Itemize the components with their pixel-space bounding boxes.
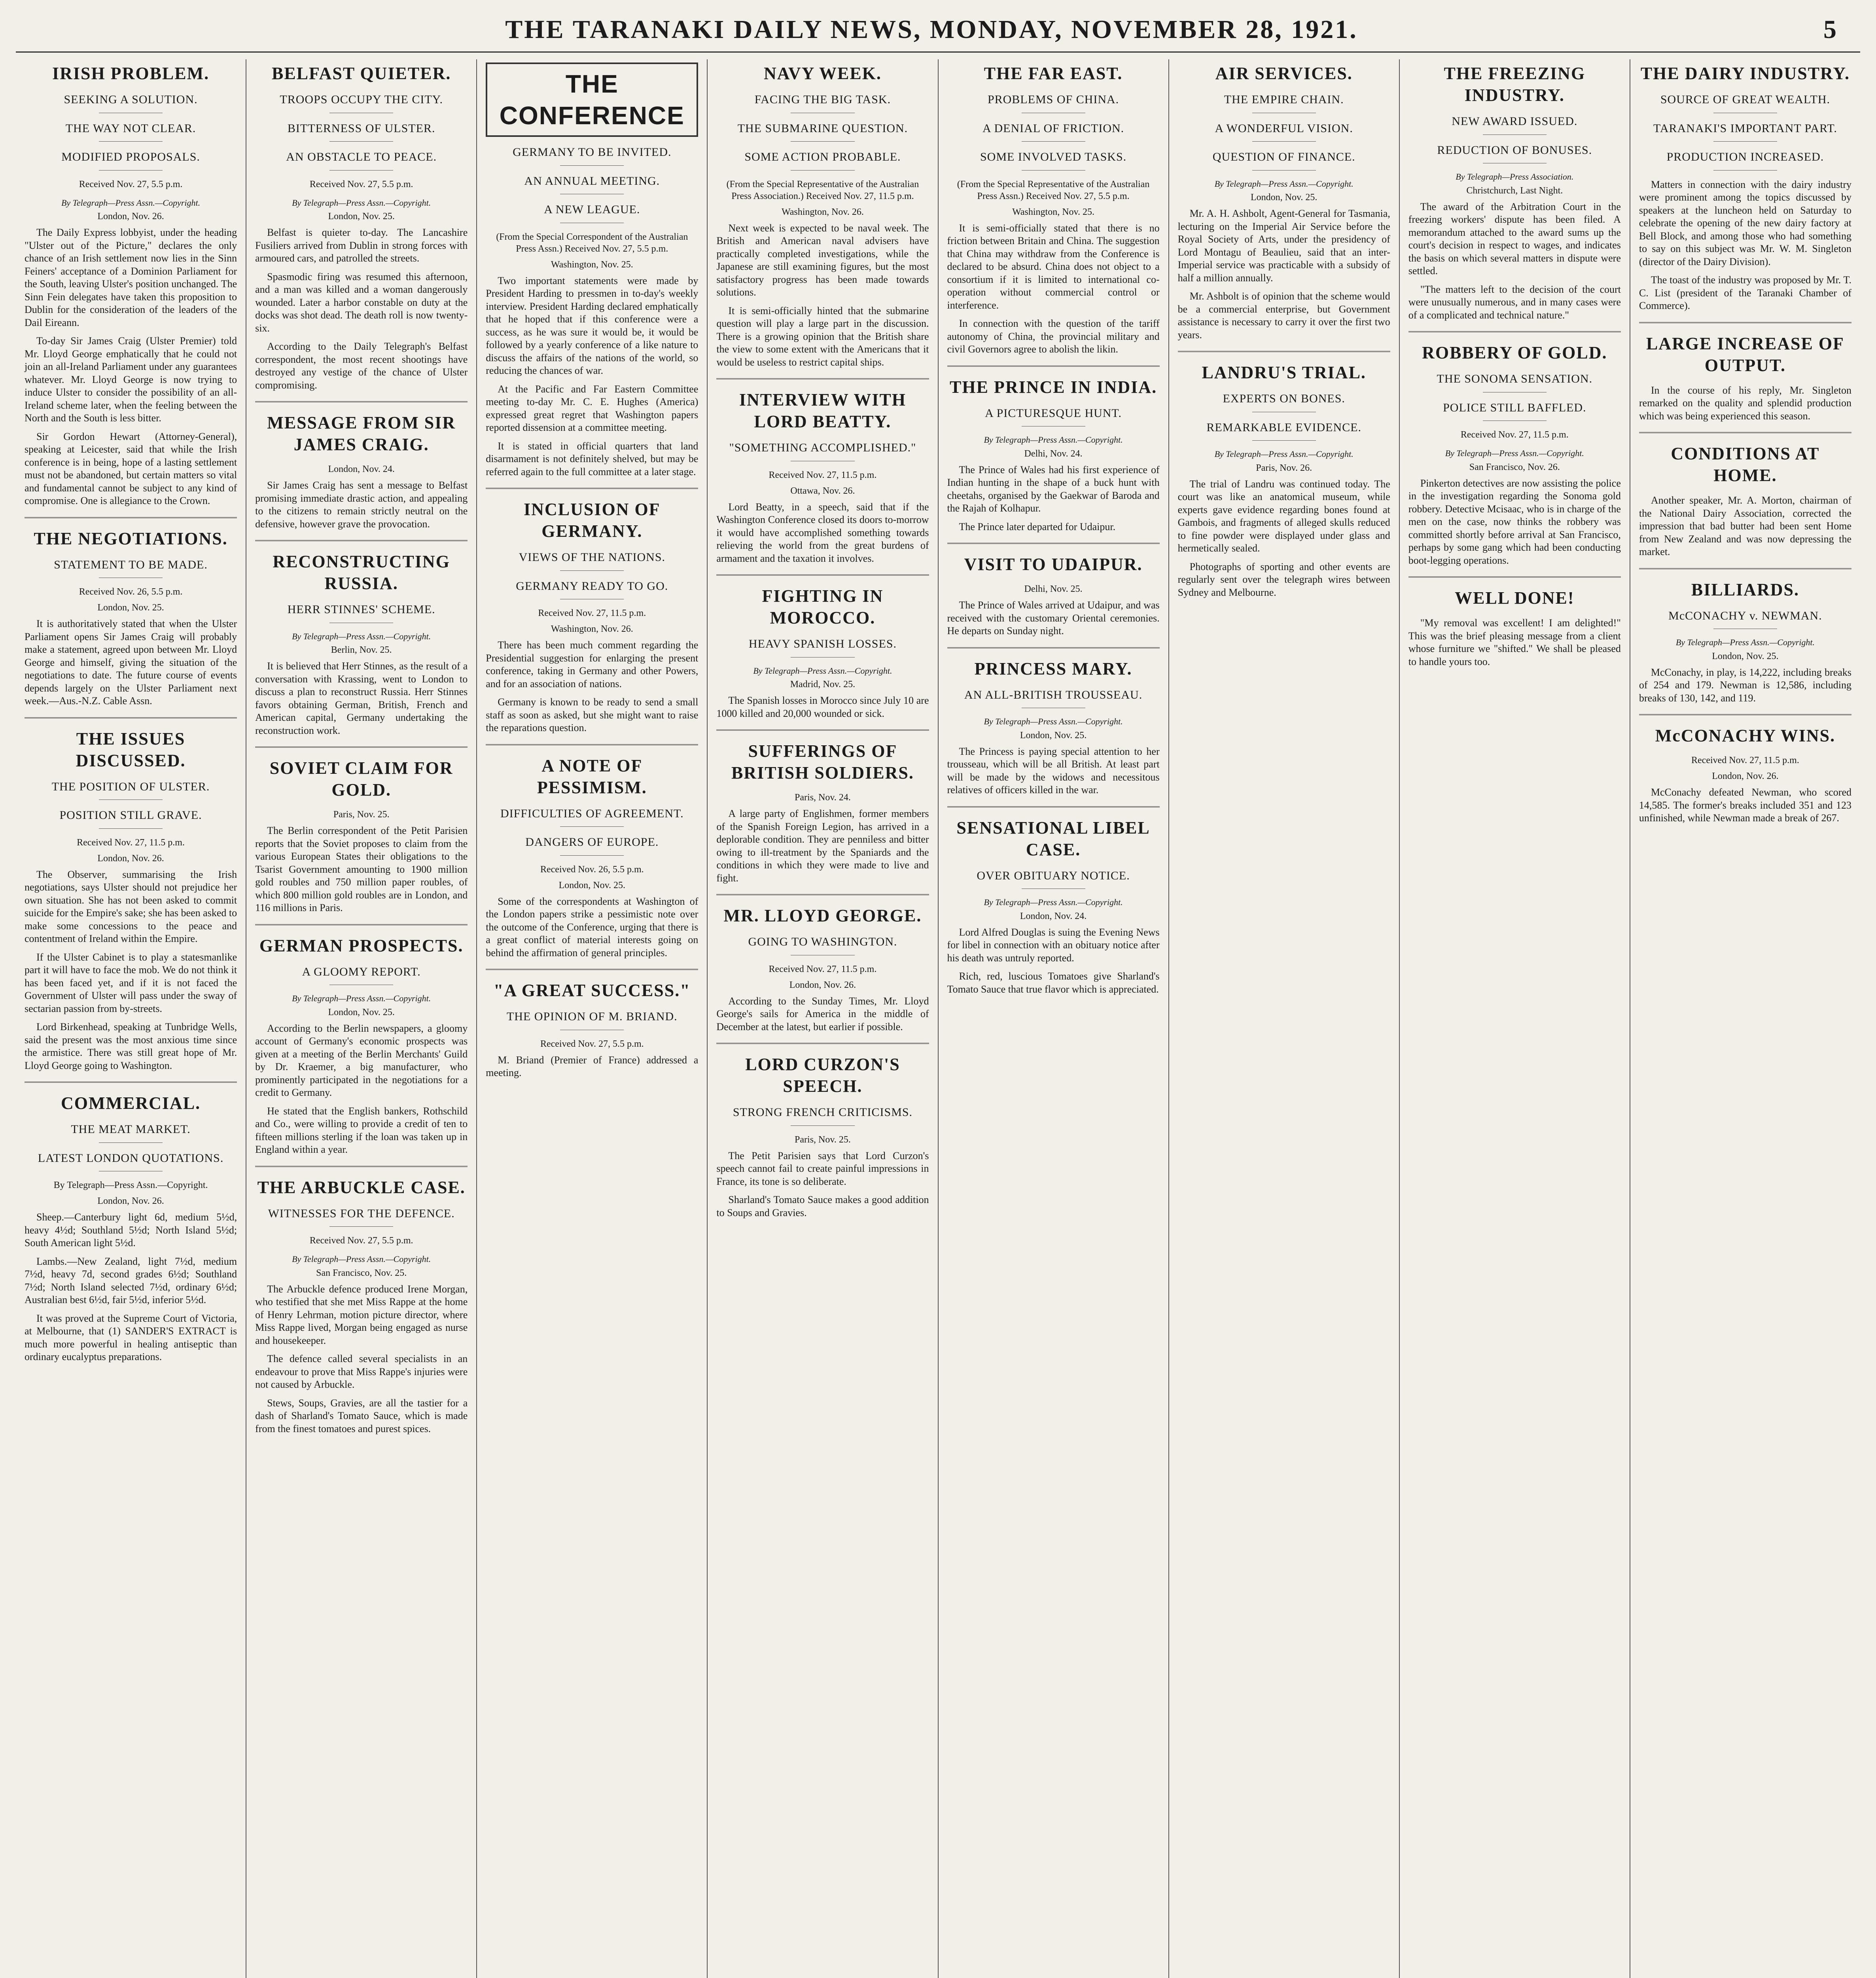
story-divider [947,366,1160,367]
story-subhead: A DENIAL OF FRICTION. [947,121,1160,142]
dateline: London, Nov. 25. [1020,730,1087,741]
story-subhead: McCONACHY v. NEWMAN. [1639,608,1851,629]
story-headline: THE PRINCE IN INDIA. [950,377,1157,397]
received-line: (From the Special Representative of the Australian Press Association.) Received Nov. 27, 11.5 p.m. [726,179,919,201]
story-divider [25,1082,237,1083]
story-headline: MESSAGE FROM SIR JAMES CRAIG. [267,413,456,454]
story-paragraph: Lord Beatty, in a speech, said that if the Washington Conference closed its doors to-morrow it would have accomplished something towards relieving the world from the great burdens of armament and the taxation it involves. [716,501,929,564]
story-subhead: REMARKABLE EVIDENCE. [1178,420,1390,441]
column-5 [939,59,1169,1978]
page-number: 5 [1823,15,1836,44]
story-paragraph: According to the Daily Telegraph's Belfast correspondent, the most recent shootings have destroyed any vestige of the chance of Ulster compromising. [255,341,468,391]
story-headline: INTERVIEW WITH LORD BEATTY. [739,390,907,431]
story-subhead: POSITION STILL GRAVE. [25,808,237,829]
story-subhead: STATEMENT TO BE MADE. [25,557,237,578]
story-paragraph: He stated that the English bankers, Rothschild and Co., were willing to provide a credit of ten to fifteen millions sterling if the loan was taken up in England within a year. [255,1105,468,1155]
story-divider [1639,714,1851,715]
story-paragraph: Lord Alfred Douglas is suing the Evening News for libel in connection with an obituary notice after his death was untruly reported. [947,926,1160,964]
received-line: Received Nov. 27, 11.5 p.m. [538,608,646,618]
received-line: Received Nov. 27, 11.5 p.m. [769,470,877,480]
story-paragraph: McConachy, in play, is 14,222, including breaks of 254 and 179. Newman is 12,586, including breaks of 130, 142, and 119. [1639,666,1851,704]
masthead [16,8,1860,53]
byline: By Telegraph—Press Assn.—Copyright. [292,1254,431,1264]
story-paragraph: The Daily Express lobbyist, under the heading "Ulster out of the Picture," declares the only chance of an Irish settlement now lies in the Sinn Feiners' acceptance of a Dominion Parliament for the South, leaving Ulster's position unchanged. The Sinn Fein delegates have taken this proposition to Dublin for the consideration of the leaders of the Dail Eireann. [25,227,237,328]
story-subhead: GERMANY READY TO GO. [486,579,698,600]
dateline: London, Nov. 25. [558,880,626,890]
story-headline: CONDITIONS AT HOME. [1671,444,1820,485]
story-paragraph: M. Briand (Premier of France) addressed a meeting. [486,1054,699,1078]
story-divider [716,378,929,379]
story-paragraph: Stews, Soups, Gravies, are all the tastier for a dash of Sharland's Tomato Sauce, which is made from the finest tomatoes and purest spices. [255,1397,468,1434]
story-paragraph: Belfast is quieter to-day. The Lancashire Fusiliers arrived from Dublin in strong forces with armoured cars, and patrolled the streets. [255,227,468,264]
dateline: London, Nov. 26. [97,853,164,864]
story-paragraph: Mr. Ashbolt is of opinion that the scheme would be a commercial enterprise, but Government assistance is necessary to carry it over the first two years. [1177,290,1390,341]
story-paragraph: Sheep.—Canterbury light 6d, medium 5½d, heavy 4½d; Southland 5½d; North Island 5½d; South American light 5½d. [25,1211,237,1249]
story-headline: LARGE INCREASE OF OUTPUT. [1646,333,1844,375]
story-subhead: QUESTION OF FINANCE. [1178,150,1390,171]
story-subhead: NEW AWARD ISSUED. [1408,114,1621,135]
dateline: San Francisco, Nov. 26. [1469,462,1560,472]
byline: By Telegraph—Press Assn.—Copyright. [61,197,201,208]
story-subhead: REDUCTION OF BONUSES. [1408,143,1621,164]
column-1 [16,59,246,1978]
story-paragraph: If the Ulster Cabinet is to play a statesmanlike part it will have to face the mob. We do not think it has been faced yet, and if it is not faced the Government of Ulster will pass under the sway of sectarian passion from by-streets. [25,951,237,1014]
story-divider [716,574,929,576]
story-subhead: "SOMETHING ACCOMPLISHED." [716,440,929,461]
story-subhead: BITTERNESS OF ULSTER. [255,121,468,142]
story-paragraph: The defence called several specialists in an endeavour to prove that Miss Rappe's injuries were not caused by Arbuckle. [255,1353,468,1390]
story-divider [25,717,237,718]
byline: By Telegraph—Press Assn.—Copyright. [984,716,1123,726]
story-paragraph: Sir Gordon Hewart (Attorney-General), speaking at Leicester, said that while the Irish conference is in being, hope of a lasting settlement must not be abandoned, but certain matters so vital and fundamental cannot be subject to any kind of compromise. One is allegiance to the Crown. [25,430,237,506]
story-headline: RECONSTRUCTING RUSSIA. [273,552,450,593]
story-divider [716,1043,929,1044]
story-subhead: HERR STINNES' SCHEME. [255,602,468,623]
dateline: London, Nov. 25. [328,1007,395,1017]
story-subhead: LATEST LONDON QUOTATIONS. [25,1151,237,1172]
byline: By Telegraph—Press Assn.—Copyright. [292,993,431,1003]
story-paragraph: According to the Sunday Times, Mr. Lloyd George's sails for America in the middle of December at the latest, but earlier if possible. [716,995,929,1033]
dateline: Paris, Nov. 25. [795,1134,851,1145]
story-paragraph: Some of the correspondents at Washington of the London papers strike a pessimistic note over the outcome of the Conference, urging that there is a great conflict of material interests going on behind the affirmation of general principles. [486,895,699,959]
received-line: Received Nov. 26, 5.5 p.m. [79,587,183,597]
dateline: London, Nov. 24. [328,464,395,474]
dateline: San Francisco, Nov. 25. [316,1268,407,1278]
story-headline: SUFFERINGS OF BRITISH SOLDIERS. [731,741,914,782]
story-divider [716,894,929,895]
story-paragraph: "The matters left to the decision of the court were unusually numerous, and in many cases were of a complicated and technical nature." [1408,283,1621,321]
received-line: Received Nov. 26, 5.5 p.m. [540,864,644,875]
story-paragraph: It is semi-officially stated that there is no friction between Britain and China. The suggestion that China may withdraw from the Conference is declared to be absurd. China does not object to a consortium if it is limited to international co-operation without commercial control or interference. [947,222,1160,311]
byline: By Telegraph—Press Assn.—Copyright. [984,435,1123,445]
dateline: London, Nov. 26. [1712,771,1779,781]
received-line: Received Nov. 27, 5.5 p.m. [79,179,183,189]
story-subhead: DIFFICULTIES OF AGREEMENT. [486,806,698,827]
dateline: Washington, Nov. 25. [1012,207,1094,217]
dateline: Delhi, Nov. 24. [1024,448,1083,459]
story-subhead: STRONG FRENCH CRITICISMS. [716,1105,929,1126]
dateline: Paris, Nov. 25. [333,809,390,820]
dateline: Paris, Nov. 26. [1256,462,1312,473]
story-headline: THE FREEZING INDUSTRY. [1444,64,1586,105]
story-paragraph: It is semi-officially hinted that the submarine question will play a large part in the discussion. There is a growing opinion that the British share the view to some extent with the Americans that it would be useless to restrict capital ships. [716,305,929,368]
story-subhead: THE OPINION OF M. BRIAND. [486,1009,698,1030]
story-subhead: TARANAKI'S IMPORTANT PART. [1639,121,1851,142]
story-subhead: PROBLEMS OF CHINA. [947,92,1160,113]
story-headline: ROBBERY OF GOLD. [1422,343,1607,362]
story-headline: WELL DONE! [1455,588,1575,608]
story-paragraph: It is stated in official quarters that land disarmament is not definitely shelved, but may be referred again to the full committee at a later stage. [486,440,699,477]
story-divider [25,517,237,518]
story-subhead: WITNESSES FOR THE DEFENCE. [255,1206,468,1227]
story-subhead: THE SUBMARINE QUESTION. [716,121,929,142]
received-line: Received Nov. 27, 11.5 p.m. [1691,755,1799,765]
story-divider [255,401,468,402]
story-paragraph: To-day Sir James Craig (Ulster Premier) told Mr. Lloyd George emphatically that he could not join an all-Ireland Parliament under any guarantees whatever. Mr. Lloyd George is now trying to induce Ulster to consider the possibility of an all-Ireland scheme later, when the feeling between the North and the South is less bitter. [25,335,237,424]
story-paragraph: The award of the Arbitration Court in the freezing workers' dispute has been filed. A memorandum attached to the award sums up the court's decision in respect to wages, and indicates the basis on which several matters in dispute were settled. [1408,201,1621,277]
story-divider [1639,322,1851,323]
story-divider [255,1166,468,1167]
column-4 [708,59,938,1978]
story-subhead: A WONDERFUL VISION. [1178,121,1390,142]
story-divider [1408,331,1621,332]
story-paragraph: Sir James Craig has sent a message to Belfast promising immediate drastic action, and appealing to the citizens to remain strictly neutral on the defensive, however grave the provocation. [255,479,468,530]
story-paragraph: Lambs.—New Zealand, light 7½d, medium 7½d, heavy 7d, second grades 6½d; Southland 7½d; North Island selected 7½d, ordinary 6½d; Australian best 6½d, fair 5½d, inferior 5½d. [25,1255,237,1305]
received-line: Received Nov. 27, 11.5 p.m. [1460,430,1569,440]
story-headline: THE CONFERENCE [486,63,698,137]
story-paragraph: The Arbuckle defence produced Irene Morgan, who testified that she met Miss Rappe at the home of Henry Lehrman, motion picture director, where Miss Rappe lived, Morgan being engaged as nurse and housekeeper. [255,1283,468,1346]
byline: By Telegraph—Press Assn.—Copyright. [1214,449,1354,459]
story-subhead: EXPERTS ON BONES. [1178,391,1390,412]
dateline: London, Nov. 24. [1020,911,1087,921]
story-headline: GERMAN PROSPECTS. [259,936,464,955]
story-subhead: THE POSITION OF ULSTER. [25,779,237,800]
story-subhead: A GLOOMY REPORT. [255,964,468,985]
story-subhead: GOING TO WASHINGTON. [716,934,929,955]
received-line: (From the Special Correspondent of the Australian Press Assn.) Received Nov. 27, 5.5 p.m. [496,231,688,254]
story-headline: BILLIARDS. [1691,580,1799,599]
story-headline: THE FAR EAST. [984,64,1123,83]
story-paragraph: The Prince of Wales had his first experience of Indian hunting in the shape of a buck hunt with cheetahs, organised by the Gaekwar of Baroda and the Rajah of Kolhapur. [947,464,1160,514]
story-headline: SOVIET CLAIM FOR GOLD. [269,758,453,800]
story-paragraph: A large party of Englishmen, former members of the Spanish Foreign Legion, has arrived in a deplorable condition. They are penniless and bitter owing to ill-treatment by the Spaniards and the conditions in which they were made to live and fight. [716,808,929,884]
masthead-title: THE TARANAKI DAILY NEWS, MONDAY, NOVEMBER 28, 1921. [505,15,1358,44]
story-headline: A NOTE OF PESSIMISM. [537,756,647,797]
story-subhead: THE SONOMA SENSATION. [1408,371,1621,392]
received-line: (From the Special Representative of the Australian Press Assn.) Received Nov. 27, 5.5 p.m. [957,179,1150,201]
dateline: Washington, Nov. 25. [551,259,633,270]
story-divider [716,729,929,731]
story-paragraph: The Spanish losses in Morocco since July 10 are 1000 killed and 20,000 wounded or sick. [716,695,929,719]
story-headline: AIR SERVICES. [1215,64,1353,83]
story-headline: IRISH PROBLEM. [52,64,210,83]
story-subhead: A NEW LEAGUE. [486,202,698,223]
story-paragraph: Two important statements were made by President Harding to pressmen in to-day's weekly interview. President Harding declared emphatically that he hoped that if this conference were a success, as he was sure it would be, it would be followed by a yearly conference of a like nature to discuss the affairs of the nations of the world, so reducing the chances of war. [486,275,699,376]
column-8 [1630,59,1860,1978]
story-subhead: THE EMPIRE CHAIN. [1178,92,1390,113]
dateline: London, Nov. 26. [789,980,856,990]
story-subhead: SEEKING A SOLUTION. [25,92,237,113]
dateline: London, Nov. 25. [1712,651,1779,661]
story-paragraph: McConachy defeated Newman, who scored 14,585. The former's breaks included 351 and 123 unfinished, while Newman made a break of 267. [1639,786,1851,824]
received-line: Received Nov. 27, 11.5 p.m. [77,837,185,848]
story-paragraph: Mr. A. H. Ashbolt, Agent-General for Tasmania, lecturing on the Imperial Air Service before the Royal Society of Arts, under the presidency of Lord Montagu of Beaulieu, said that an inter-Imperial service was practicable with a subsidy of half a million annually. [1177,208,1390,284]
dateline: Delhi, Nov. 25. [1024,584,1083,594]
dateline: Ottawa, Nov. 26. [790,485,855,496]
story-paragraph: It is authoritatively stated that when the Ulster Parliament opens Sir James Craig will probably make a statement, agreed upon between Mr. Lloyd George and himself, giving the situation of the negotiations to date. The future course of events depends largely on the Ulster Parliament next week.—Aus.-N.Z. Cable Assn. [25,618,237,707]
story-subhead: AN ANNUAL MEETING. [486,174,698,195]
byline: By Telegraph—Press Association. [1456,172,1574,182]
story-paragraph: It is believed that Herr Stinnes, as the result of a conversation with Krassing, went to London to discuss a plan to reconstruct Russia. Herr Stinnes favors obtaining German, British, French and American capital, Germany undertaking the reconstruction work. [255,660,468,736]
dateline: Christchurch, Last Night. [1466,185,1563,196]
story-subhead: THE WAY NOT CLEAR. [25,121,237,142]
story-headline: THE ISSUES DISCUSSED. [76,729,186,770]
byline: By Telegraph—Press Assn.—Copyright. [292,631,431,641]
received-line: Received Nov. 27, 5.5 p.m. [540,1038,644,1049]
dateline: Paris, Nov. 24. [795,792,851,803]
story-subhead: AN ALL-BRITISH TROUSSEAU. [947,688,1160,709]
story-paragraph: Sharland's Tomato Sauce makes a good addition to Soups and Gravies. [716,1194,929,1218]
story-paragraph: Spasmodic firing was resumed this afternoon, and a man was killed and a woman dangerously wounded. Later a harbor constable on duty at the docks was shot dead. The death roll is now twenty-six. [255,271,468,334]
story-divider [1178,351,1390,352]
story-headline: THE DAIRY INDUSTRY. [1640,64,1850,83]
story-headline: NAVY WEEK. [763,64,882,83]
dateline: Washington, Nov. 26. [551,624,633,634]
story-subhead: OVER OBITUARY NOTICE. [947,868,1160,889]
story-paragraph: The Princess is paying special attention to her trousseau, which will be all British. At least part will be made by the widows and necessitous relatives of officers killed in the war. [947,745,1160,796]
story-divider [947,806,1160,807]
byline: By Telegraph—Press Assn.—Copyright. [1214,178,1354,189]
story-headline: McCONACHY WINS. [1655,726,1836,745]
story-paragraph: In the course of his reply, Mr. Singleton remarked on the quality and splendid production which was being experienced this season. [1639,384,1851,422]
story-subhead: POLICE STILL BAFFLED. [1408,400,1621,421]
story-divider [947,543,1160,544]
story-paragraph: Another speaker, Mr. A. Morton, chairman of the National Dairy Association, corrected the impression that bad butter had been sent Home from New Zealand and was now depressing the market. [1639,494,1851,557]
story-paragraph: According to the Berlin newspapers, a gloomy account of Germany's economic prospects was given at a meeting of the Berlin Merchants' Guild by Dr. Kraemer, a big manufacturer, who prominently participated in the negotiations for a credit to Germany. [255,1022,468,1098]
story-paragraph: In connection with the question of the tariff autonomy of China, the provincial military and civil Governors agree to abolish the likin. [947,318,1160,355]
story-headline: THE NEGOTIATIONS. [34,529,228,548]
story-paragraph: The Observer, summarising the Irish negotiations, says Ulster should not prejudice her own situation. She has not been asked to commit suicide for the Empire's sake; she has been asked to make some concessions to the peace and contentment of Ireland within the Empire. [25,868,237,944]
story-paragraph: Photographs of sporting and other events are regularly sent over the telegraph wires between Sydney and Melbourne. [1177,561,1390,598]
story-headline: MR. LLOYD GEORGE. [723,906,922,925]
column-6 [1169,59,1400,1978]
story-headline: COMMERCIAL. [61,1093,201,1113]
story-paragraph: Next week is expected to be naval week. The British and American naval advisers have practically completed investigations, while the Japanese are still examining figures, but the most satisfactory progress has been made towards solutions. [716,222,929,298]
story-divider [255,746,468,748]
story-subhead: SOURCE OF GREAT WEALTH. [1639,92,1851,113]
story-subhead: A PICTURESQUE HUNT. [947,406,1160,427]
byline: By Telegraph—Press Assn.—Copyright. [753,665,892,676]
received-line: Received Nov. 27, 11.5 p.m. [769,964,877,974]
column-2 [246,59,477,1978]
byline: By Telegraph—Press Assn.—Copyright. [1445,448,1584,458]
story-headline: LORD CURZON'S SPEECH. [745,1055,900,1096]
story-paragraph: Lord Birkenhead, speaking at Tunbridge Wells, said the present was the most anxious time since the armistice. There was still great hope of Mr. Lloyd George going to Washington. [25,1021,237,1071]
story-paragraph: There has been much comment regarding the Presidential suggestion for enlarging the present conference, taking in Germany and other Powers, and for an association of nations. [486,639,699,690]
story-headline: VISIT TO UDAIPUR. [964,555,1143,574]
column-3 [477,59,708,1978]
story-paragraph: Matters in connection with the dairy industry were prominent among the topics discussed by speakers at the luncheon held on Saturday to celebrate the opening of the new dairy factory at Bell Block, and among those who had something to say on this subject was Mr. W. M. Singleton (director of the Dairy Division). [1639,178,1851,267]
story-subhead: MODIFIED PROPOSALS. [25,150,237,171]
story-headline: PRINCESS MARY. [974,659,1132,678]
story-paragraph: It was proved at the Supreme Court of Victoria, at Melbourne, that (1) SANDER'S EXTRACT is much more powerful in healing antiseptic than ordinary eucalyptus preparations. [25,1312,237,1362]
byline: By Telegraph—Press Assn.—Copyright. [984,897,1123,907]
story-headline: THE ARBUCKLE CASE. [257,1177,466,1197]
dateline: London, Nov. 26. [97,211,164,222]
story-paragraph: The toast of the industry was proposed by Mr. T. C. List (president of the Taranaki Chamber of Commerce). [1639,274,1851,311]
story-subhead: SOME INVOLVED TASKS. [947,150,1160,171]
dateline: London, Nov. 25. [97,602,164,613]
dateline: London, Nov. 25. [1250,192,1318,203]
story-divider [486,744,698,745]
story-subhead: AN OBSTACLE TO PEACE. [255,150,468,171]
story-headline: BELFAST QUIETER. [271,64,451,83]
story-headline: "A GREAT SUCCESS." [493,981,691,1000]
story-divider [1639,568,1851,569]
story-subhead: HEAVY SPANISH LOSSES. [716,637,929,657]
dateline: Washington, Nov. 26. [782,207,864,217]
column-7 [1400,59,1630,1978]
story-divider [1639,432,1851,433]
story-paragraph: The Prince of Wales arrived at Udaipur, and was received with the customary Oriental ceremonies. He departs on Sunday night. [947,599,1160,637]
story-paragraph: At the Pacific and Far Eastern Committee meeting to-day Mr. C. E. Hughes (America) expressed great regret that Washington papers reported dissension at a committee meeting. [486,383,699,433]
story-divider [1408,576,1621,578]
story-paragraph: Rich, red, luscious Tomatoes give Sharland's Tomato Sauce that true flavor which is appreciated. [947,970,1160,995]
story-divider [947,647,1160,648]
story-paragraph: Germany is known to be ready to send a small staff as soon as asked, but she might want to raise the reparations question. [486,696,699,733]
story-paragraph: The trial of Landru was continued today. The court was like an anatomical museum, while experts gave evidence regarding bones found at Gambois, and fragments of alleged skulls reduced to fine powder were displayed under glass and hermetically sealed. [1177,478,1390,554]
dateline: London, Nov. 26. [97,1196,164,1206]
story-subhead: TROOPS OCCUPY THE CITY. [255,92,468,113]
story-paragraph: The Prince later departed for Udaipur. [959,521,1116,532]
story-subhead: DANGERS OF EUROPE. [486,835,698,856]
story-divider [255,540,468,541]
story-paragraph: The Berlin correspondent of the Petit Parisien reports that the Soviet proposes to claim from the various European States their obligations to the Tsarist Government amounting to 1900 million gold roubles and 750 million paper roubles, of which 800 million gold roubles are in London, and 116 millions in Paris. [255,825,468,913]
received-line: Received Nov. 27, 5.5 p.m. [309,1235,413,1246]
dateline: Madrid, Nov. 25. [790,679,856,690]
story-headline: SENSATIONAL LIBEL CASE. [956,818,1150,859]
story-subhead: VIEWS OF THE NATIONS. [486,550,698,571]
story-paragraph: Pinkerton detectives are now assisting the police in the investigation regarding the Sonoma gold robbery. Detective Mcisaac, who is in charge of the men on the case, now thinks the robbery was committed shortly before arrival at San Francisco, perhaps by some gang which had been conducting boot-legging operations. [1408,477,1621,566]
story-headline: FIGHTING IN MOROCCO. [762,586,884,627]
dateline: London, Nov. 25. [328,211,395,222]
story-paragraph: The Petit Parisien says that Lord Curzon's speech cannot fail to create painful impressions in France, its tone is so deliberate. [716,1150,929,1187]
story-subhead: SOME ACTION PROBABLE. [716,150,929,171]
story-divider [486,488,698,489]
story-subhead: PRODUCTION INCREASED. [1639,150,1851,171]
story-subhead: FACING THE BIG TASK. [716,92,929,113]
story-subhead: THE MEAT MARKET. [25,1122,237,1143]
story-divider [486,969,698,970]
story-paragraph: "My removal was excellent! I am delighted!" This was the brief pleasing message from a client whose furniture we "shifted." We shall be pleased to handle yours too. [1408,617,1621,667]
byline: By Telegraph—Press Assn.—Copyright. [1675,637,1815,647]
story-headline: INCLUSION OF GERMANY. [524,500,661,541]
columns [16,59,1860,1978]
byline: By Telegraph—Press Assn.—Copyright. [292,197,431,208]
story-headline: LANDRU'S TRIAL. [1202,363,1366,382]
received-line: Received Nov. 27, 5.5 p.m. [309,179,413,189]
story-divider [255,924,468,925]
story-subhead: GERMANY TO BE INVITED. [486,145,698,166]
received-line: By Telegraph—Press Assn.—Copyright. [53,1180,208,1190]
dateline: Berlin, Nov. 25. [331,645,392,655]
